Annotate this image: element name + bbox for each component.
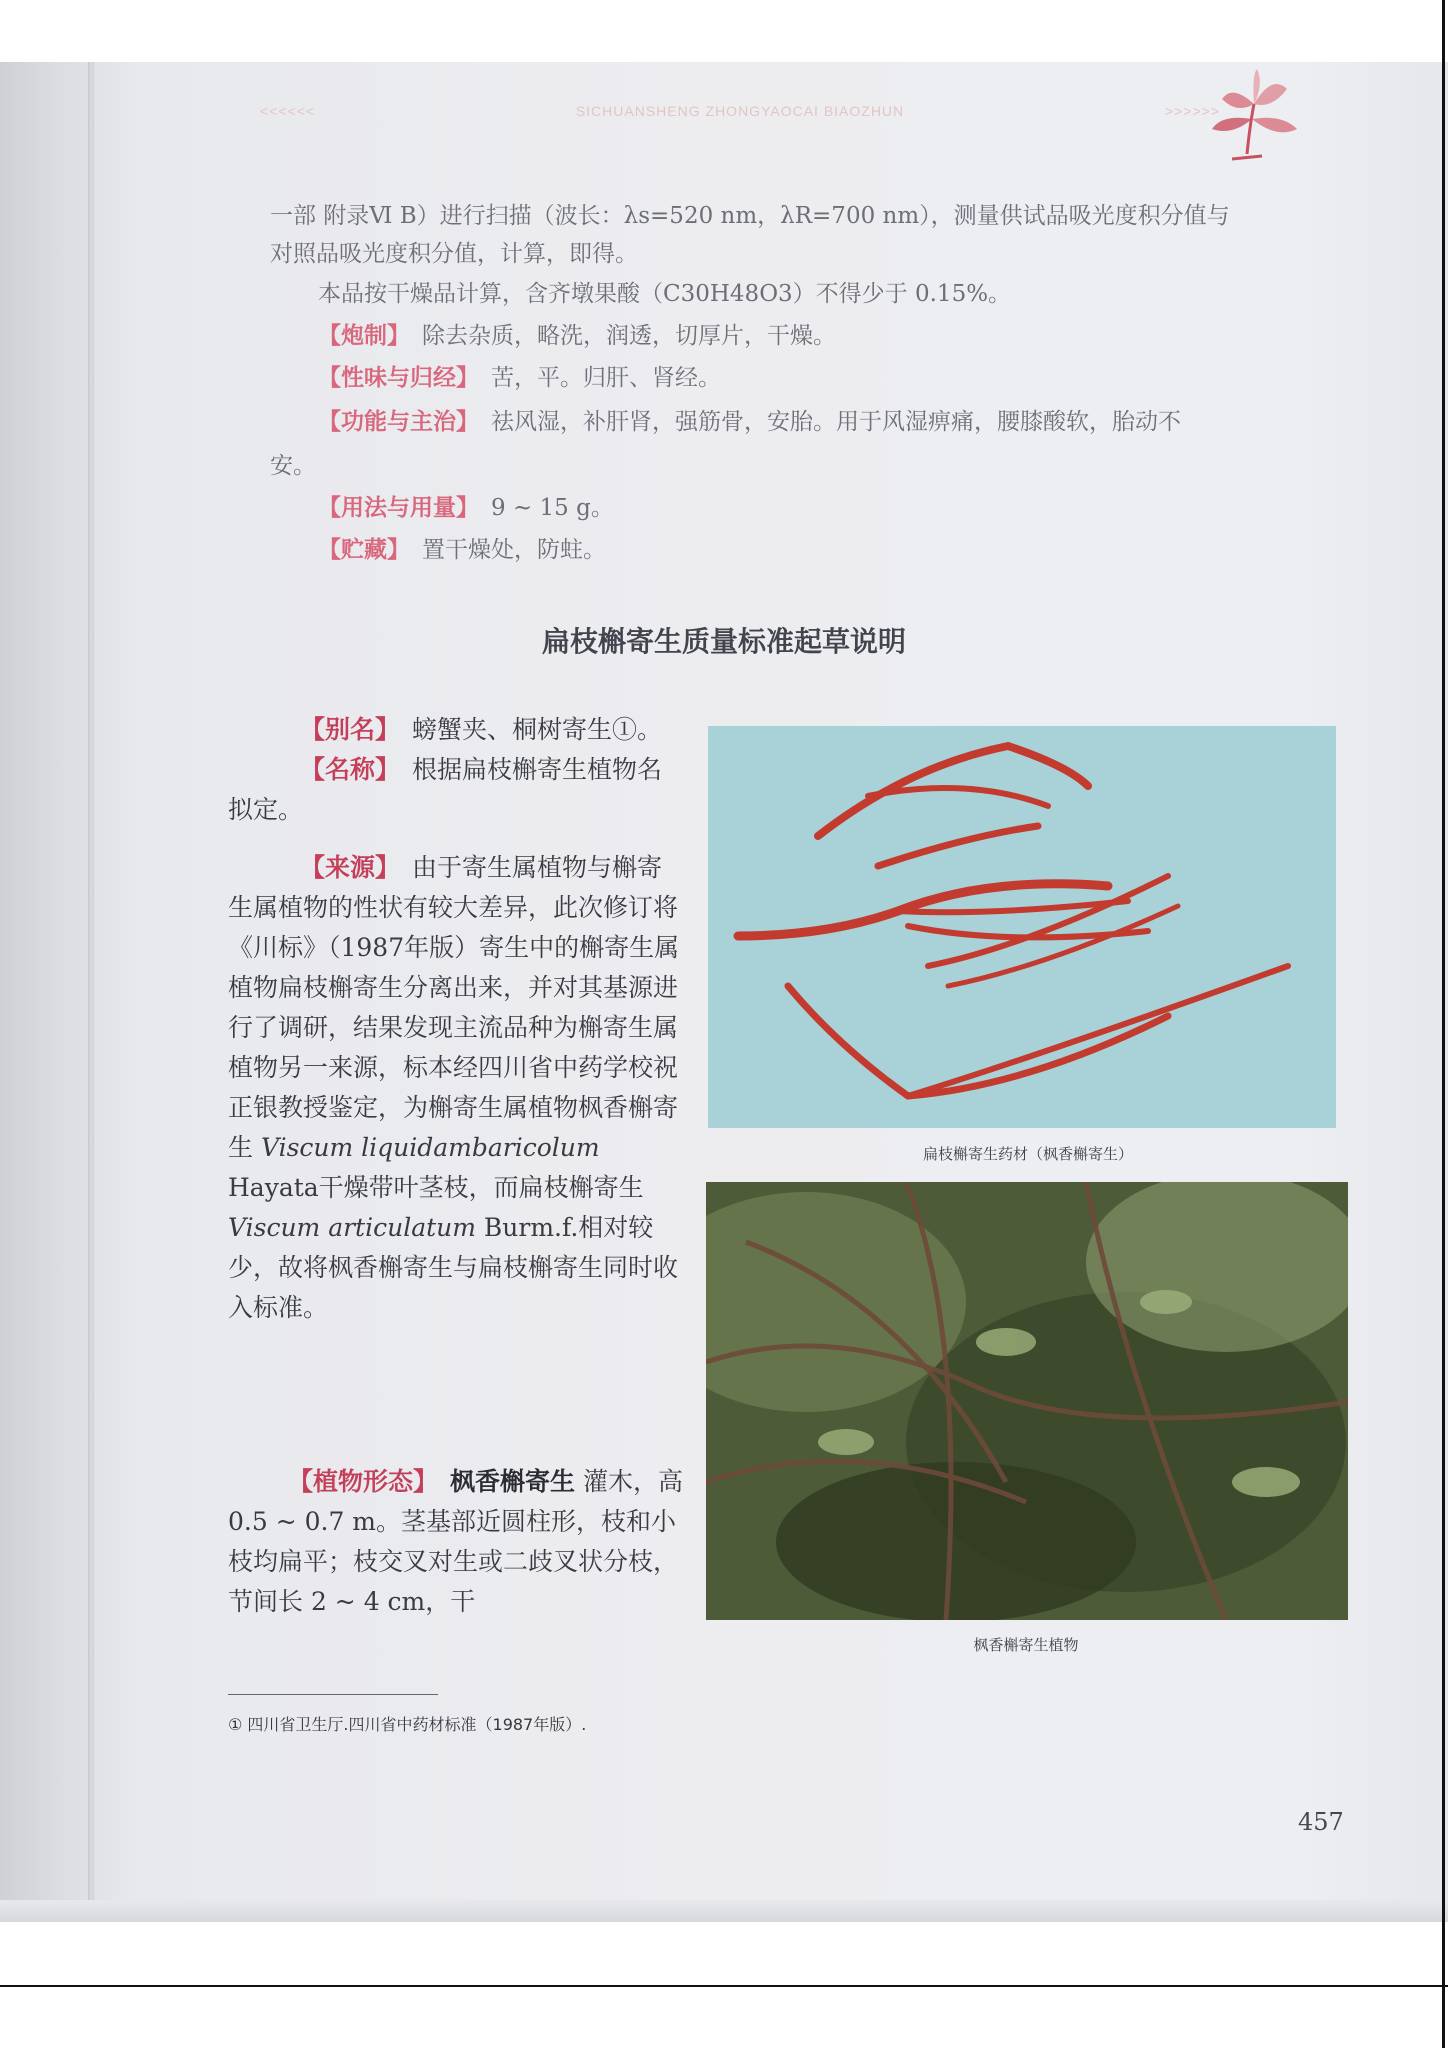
bieming-paragraph (228, 710, 683, 750)
mingcheng-text: 根据扁枝槲寄生植物名拟定。 (228, 755, 663, 824)
running-header (260, 103, 1220, 123)
zhucang-text: 置干燥处，防蛀。 (422, 537, 606, 563)
gongneng-continuation: 安。 (270, 453, 316, 479)
right-border (1442, 0, 1445, 2048)
xingtai-label: 【植物形态】 (288, 1467, 439, 1496)
herb-material-photo (708, 726, 1336, 1128)
xingtai-paragraph (228, 1462, 683, 1622)
plant-photo (706, 1182, 1348, 1620)
mingcheng-paragraph (228, 750, 683, 830)
xingtai-bold: 枫香槲寄生 (450, 1467, 576, 1496)
laiyuan-text-3: Burm.f.相对较少，故将枫香槲寄生与扁枝槲寄生同时收入标准。 (228, 1213, 679, 1322)
gongneng-label: 【功能与主治】 (318, 409, 479, 435)
latin-name-1: Viscum liquidambaricolum (260, 1133, 600, 1162)
header-title: SICHUANSHENG ZHONGYAOCAI BIAOZHUN (575, 103, 905, 119)
body-line-3: 本品按干燥品计算，含齐墩果酸（C30H48O3）不得少于 0.15%。 (318, 281, 1012, 307)
header-left-marks: <<<<<< (260, 103, 316, 119)
paozhi-text: 除去杂质，略洗，润透，切厚片，干燥。 (422, 323, 836, 349)
xingwei-line (318, 364, 1368, 392)
bieming-text: 螃蟹夹、桐树寄生①。 (412, 715, 663, 744)
section-title: 扁枝槲寄生质量标准起草说明 (541, 625, 906, 658)
body-line-2: 对照品吸光度积分值，计算，即得。 (270, 241, 638, 267)
laiyuan-text-2: Hayata干燥带叶茎枝，而扁枝槲寄生 (228, 1173, 644, 1202)
xingwei-text: 苦，平。归肝、肾经。 (491, 365, 721, 391)
page-bottom-edge (0, 1900, 1448, 1922)
page-number: 457 (1298, 1808, 1344, 1836)
paozhi-line (318, 322, 1368, 350)
bottom-border (0, 1985, 1448, 1987)
gongneng-text: 祛风湿，补肝肾，强筋骨，安胎。用于风湿痹痛，腰膝酸软，胎动不 (491, 409, 1181, 435)
latin-name-2: Viscum articulatum (228, 1213, 476, 1242)
book-gutter (88, 62, 94, 1922)
xingtai-text: 灌木，高 0.5 ~ 0.7 m。茎基部近圆柱形，枝和小枝均扁平；枝交叉对生或二歧叉状分枝，节间长 2 ~ 4 cm，干 (228, 1467, 683, 1616)
figure-caption-1: 扁枝槲寄生药材（枫香槲寄生） (922, 1145, 1133, 1163)
zhucang-line (318, 536, 1368, 564)
footnote: ① 四川省卫生厅.四川省中药材标准（1987年版）. (228, 1715, 587, 1734)
body-line-1: 一部 附录Ⅵ B）进行扫描（波长：λs=520 nm，λR=700 nm），测量供试品吸光度积分值与 (270, 203, 1230, 229)
header-right-marks: >>>>>> (1164, 103, 1220, 119)
leaf-logo-icon (1192, 64, 1312, 164)
bieming-label: 【别名】 (300, 715, 401, 744)
paozhi-label: 【炮制】 (318, 323, 410, 349)
yongfa-text: 9 ~ 15 g。 (491, 495, 614, 521)
laiyuan-text-1: 由于寄生属植物与槲寄生属植物的性状有较大差异，此次修订将《川标》（1987年版）寄生中的槲寄生属植物扁枝槲寄生分离出来，并对其基源进行了调研，结果发现主流品种为槲寄生属植物另一来源，标本经四川省中药学校祝正银教授鉴定，为槲寄生属植物枫香槲寄生 (228, 853, 680, 1162)
footnote-rule (228, 1694, 438, 1695)
yongfa-line (318, 494, 1368, 522)
xingwei-label: 【性味与归经】 (318, 365, 479, 391)
mingcheng-label: 【名称】 (300, 755, 401, 784)
laiyuan-label: 【来源】 (300, 853, 401, 882)
gongneng-line (318, 408, 1368, 436)
zhucang-label: 【贮藏】 (318, 537, 410, 563)
yongfa-label: 【用法与用量】 (318, 495, 479, 521)
laiyuan-paragraph (228, 848, 683, 1328)
figure-caption-2: 枫香槲寄生植物 (973, 1636, 1079, 1654)
